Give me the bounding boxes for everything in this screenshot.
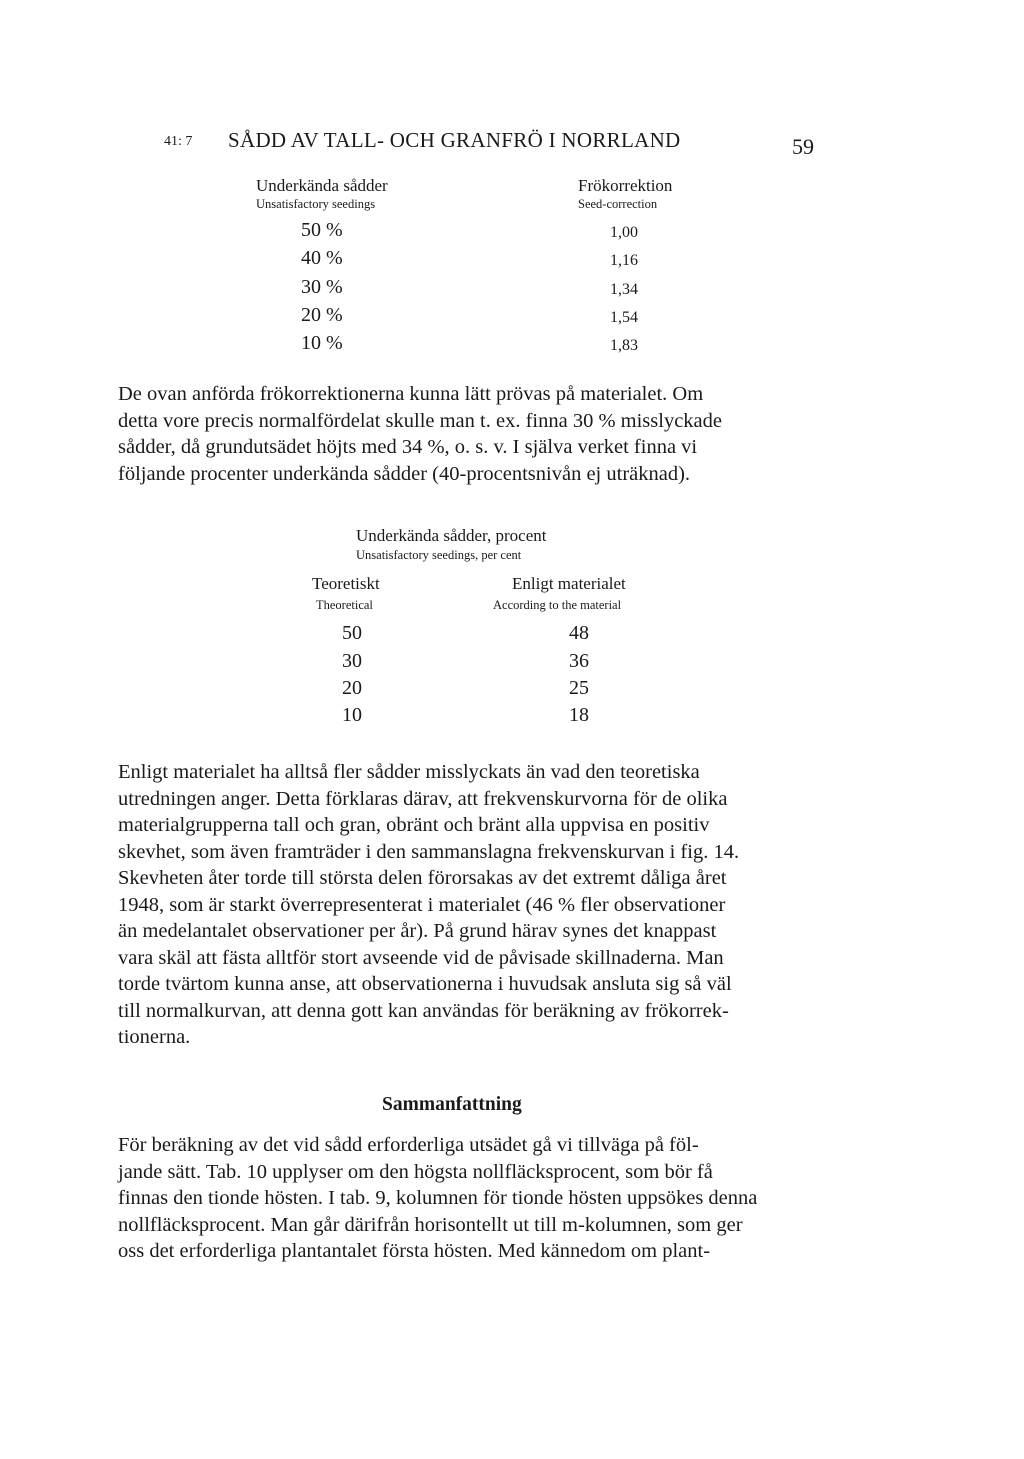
table1-cell: 50 %: [301, 219, 343, 241]
table2-cell: 20: [342, 677, 362, 699]
table2-cell: 10: [342, 704, 362, 726]
text-line: sådder, då grundutsädet höjts med 34 %, o. s. v. I själva verket finna vi: [118, 436, 698, 458]
table1-cell: 1,83: [610, 337, 638, 354]
text-line: vara skäl att fästa alltför stort avseende vid de påvisade skillnaderna. Man: [118, 946, 724, 969]
table1-cell: 1,34: [610, 281, 638, 298]
table1-col1-subheading: Unsatisfactory seedings: [256, 197, 376, 211]
table2-cell: 50: [342, 622, 362, 644]
table1-col2-heading: Frökorrektion: [578, 176, 673, 195]
table2-title: Underkända sådder, procent: [356, 526, 547, 545]
text-line: torde tvärtom kunna anse, att observationerna i huvudsak ansluta sig så väl: [118, 973, 732, 995]
paragraph-2: [118, 759, 818, 1051]
table1-cell: 10 %: [301, 332, 343, 354]
text-line: nollfläcksprocent. Man går därifrån horisontellt ut till m-kolumnen, som ger: [118, 1213, 743, 1236]
table2-col2-subheading: According to the material: [493, 598, 622, 612]
table1-cell: 40 %: [301, 247, 343, 269]
table1-cell: 1,16: [610, 252, 638, 269]
text-line: skevhet, som även framträder i den sammanslagna frekvenskurvan i fig. 14.: [118, 840, 740, 863]
table2-col2-heading: Enligt materialet: [512, 574, 626, 593]
text-line: Enligt materialet ha alltså fler sådder misslyckats än vad den teoretiska: [118, 761, 700, 783]
text-line: finnas den tionde hösten. I tab. 9, kolumnen för tionde hösten uppsökes denna: [118, 1187, 758, 1209]
running-title: SÅDD AV TALL- OCH GRANFRÖ I NORRLAND: [228, 128, 681, 152]
table2-cell: 25: [569, 677, 589, 699]
paragraph-1: [118, 381, 818, 487]
text-line: detta vore precis normalfördelat skulle man t. ex. finna 30 % misslyckade: [118, 409, 722, 432]
table1-cell: 20 %: [301, 304, 343, 326]
text-line: jande sätt. Tab. 10 upplyser om den högsta nollfläcksprocent, som bör få: [118, 1160, 713, 1183]
text-line: till normalkurvan, att denna gott kan användas för beräkning av frökorrek-: [118, 999, 729, 1022]
table2-subtitle: Unsatisfactory seedings, per cent: [356, 548, 522, 562]
table2-cell: 48: [569, 622, 589, 644]
text-line: materialgrupperna tall och gran, obränt och bränt alla uppvisa en positiv: [118, 814, 710, 836]
table2-cell: 30: [342, 650, 362, 672]
table2-col1-heading: Teoretiskt: [312, 574, 380, 593]
paragraph-3: [118, 1132, 818, 1265]
text-line: oss det erforderliga plantantalet första hösten. Med kännedom om plant-: [118, 1240, 711, 1262]
chapter-number: 41: 7: [164, 134, 193, 149]
text-line: tionerna.: [118, 1026, 191, 1048]
text-line: följande procenter underkända sådder (40-procentsnivån ej uträknad).: [118, 462, 691, 485]
page-number: 59: [792, 134, 814, 159]
text-line: Skevheten åter torde till största delen förorsakas av det extremt dåliga året: [118, 867, 727, 889]
text-line: än medelantalet observationer per år). På grund härav synes det knappast: [118, 920, 717, 942]
table2-cell: 18: [569, 704, 589, 726]
text-line: utredningen anger. Detta förklaras därav, att frekvenskurvorna för de olika: [118, 787, 728, 810]
table1-col2-subheading: Seed-correction: [578, 197, 658, 211]
table2-cell: 36: [569, 650, 589, 672]
table1-cell: 1,54: [610, 309, 638, 326]
text-line: De ovan anförda frökorrektionerna kunna lätt prövas på materialet. Om: [118, 383, 704, 405]
section-title: Sammanfattning: [382, 1094, 522, 1115]
table2-col1-subheading: Theoretical: [316, 598, 373, 612]
text-line: 1948, som är starkt överrepresenterat i materialet (46 % fler observationer: [118, 893, 726, 916]
table1-cell: 30 %: [301, 276, 343, 298]
table1-cell: 1,00: [610, 224, 638, 241]
text-line: För beräkning av det vid sådd erforderliga utsädet gå vi tillväga på föl-: [118, 1134, 699, 1156]
table1-col1-heading: Underkända sådder: [256, 176, 388, 195]
